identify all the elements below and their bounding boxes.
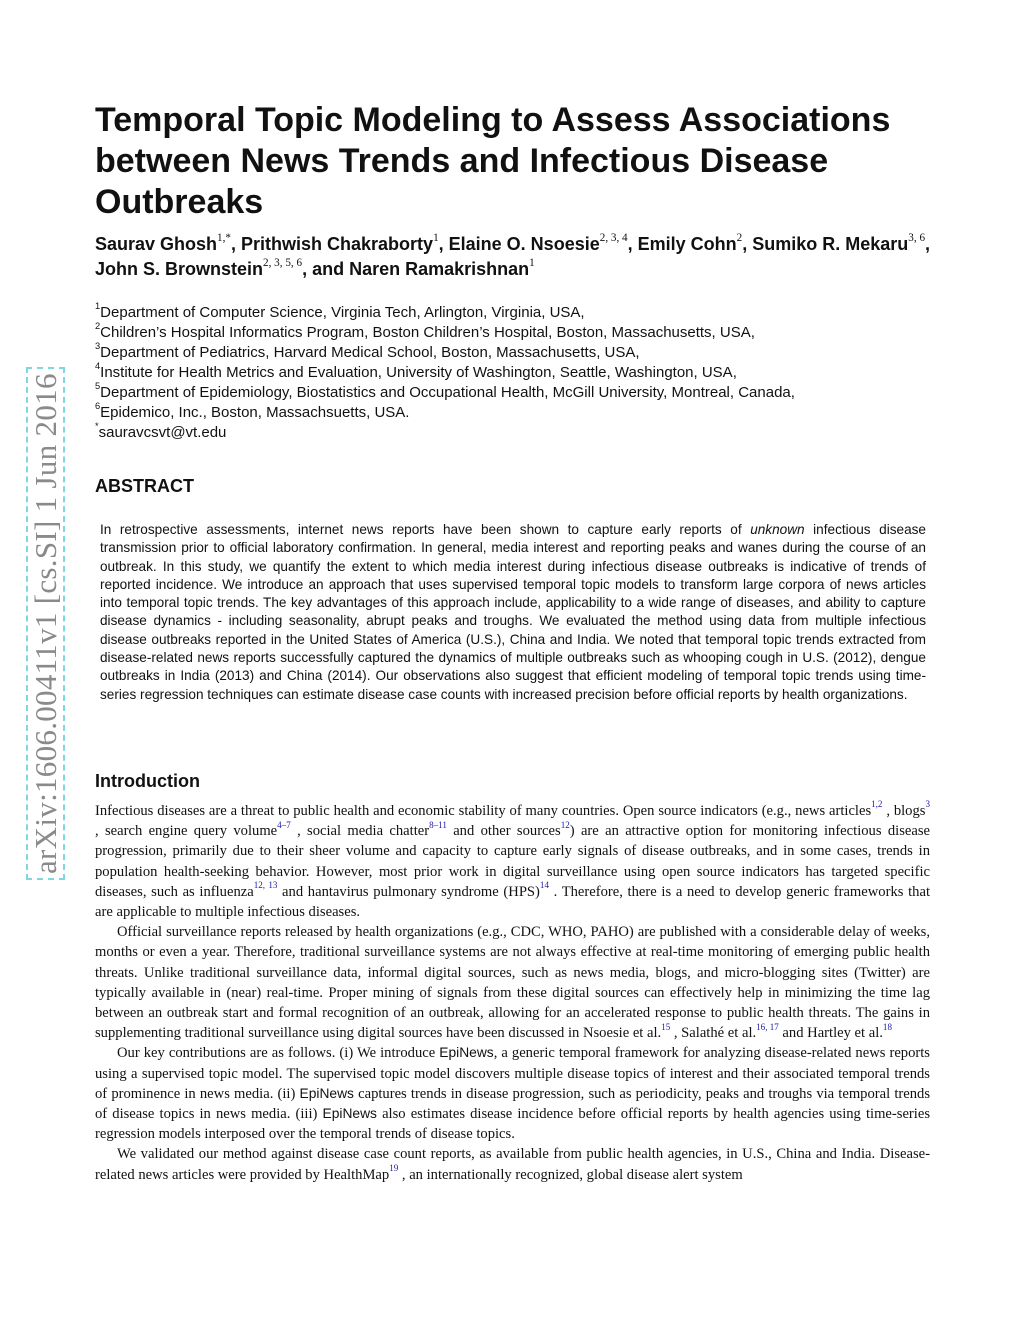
body-text: , a generic temporal framework for analyzing disease-related news reports using a supervised topic model. The supervised topic model discovers multiple disease topics of interest and their associated temporal trends of prominence in news media. (ii) [95, 1045, 930, 1102]
author-name: Prithwish Chakraborty [241, 234, 434, 254]
body-text: Our key contributions are as follows. (i) We introduce [117, 1045, 440, 1062]
affiliation-mark: 5 [95, 381, 101, 392]
author-list [95, 232, 935, 282]
citation-link[interactable]: 1,2 [871, 799, 883, 810]
body-text: , Salathé et al. [670, 1025, 757, 1042]
paragraph [95, 1043, 930, 1144]
separator: , and [302, 259, 350, 279]
abstract-body [100, 521, 926, 704]
affiliation-marker: 3, 6 [908, 231, 926, 244]
citation-link[interactable]: 12, 13 [253, 880, 278, 891]
email-text: sauravcsvt@vt.edu [98, 424, 227, 441]
system-name: EpiNews [322, 1106, 377, 1122]
affiliation-mark: * [95, 421, 99, 432]
body-text: also estimates disease incidence before official reports by health agencies using time-series regression models interposed over the temporal trends of disease topics. [95, 1106, 930, 1143]
citation-link[interactable]: 3 [925, 799, 930, 810]
body-text: ) are an attractive option for monitoring infectious disease progression, primarily due to their sheer volume and capacity to capture early signals of disease outbreaks, and in some cases, trends in population health-seeking behavior. However, most prior work in digital surveillance using open source indicators has targeted specific diseases, such as influenza [95, 823, 930, 900]
affiliation-item [95, 383, 935, 403]
affiliation-item [95, 403, 935, 423]
author-name: Naren Ramakrishnan [349, 259, 530, 279]
abstract-text: infectious disease transmission prior to official laboratory confirmation. In general, media interest and reporting peaks and wanes during the course of an outbreak. In this study, we quantify the extent to which media interest during infectious disease outbreaks is indicative of trends of reported incidence. We introduce an approach that uses supervised temporal topic models to transform large corpora of news articles into temporal topic trends. The key advantages of this approach include, applicability to a wide range of diseases, and ability to capture disease dynamics - including seasonality, abrupt peaks and troughs. We evaluated the method using data from multiple infectious disease outbreaks reported in the United States of America (U.S.), China and India. We noted that temporal topic trends extracted from disease-related news reports successfully captured the dynamics of multiple outbreaks such as whooping cough in U.S. (2012), dengue outbreaks in India (2013) and China (2014). Our observations also suggest that efficient modeling of temporal topic trends using time-series regression techniques can estimate disease case counts with increased precision before official reports by health organizations. [100, 522, 926, 702]
body-text: We validated our method against disease case count reports, as available from public health agencies, in U.S., China and India. Disease-related news articles were provided by HealthMap [95, 1146, 930, 1183]
body-text: captures trends in disease progression, such as periodicity, peaks and troughs via temporal trends of disease topics in news media. (iii) [95, 1085, 930, 1123]
affiliation-list [95, 303, 935, 443]
paragraph [95, 1144, 930, 1184]
abstract-heading: ABSTRACT [95, 476, 194, 496]
abstract-emphasis: unknown [750, 522, 805, 537]
introduction-heading: Introduction [95, 771, 200, 791]
affiliation-text: Department of Epidemiology, Biostatistics and Occupational Health, McGill University, Montreal, Canada, [100, 384, 795, 401]
citation-link[interactable]: 8–11 [429, 819, 447, 830]
affiliation-text: Department of Computer Science, Virginia Tech, Arlington, Virginia, USA, [100, 304, 585, 321]
body-text: . Therefore, there is a need to develop generic frameworks that are applicable to multiple infectious diseases. [95, 883, 930, 921]
affiliation-mark: 4 [95, 361, 101, 372]
affiliation-marker: 2, 3, 4 [599, 231, 628, 244]
separator: , [925, 234, 931, 254]
affiliation-marker: 1 [433, 231, 439, 244]
introduction-body [95, 801, 930, 1185]
separator: , [627, 234, 638, 254]
body-text: , social media chatter [290, 823, 430, 840]
paragraph [95, 801, 930, 922]
affiliation-mark: 1 [95, 301, 101, 312]
abstract-text: In retrospective assessments, internet news reports have been shown to capture early reports of [100, 522, 751, 537]
separator: , [438, 234, 449, 254]
affiliation-mark: 2 [95, 321, 101, 332]
arxiv-identifier: arXiv:1606.00411v1 [cs.SI] 1 Jun 2016 [28, 330, 64, 880]
affiliation-item [95, 343, 935, 363]
separator: , [742, 234, 753, 254]
affiliation-marker: 2, 3, 5, 6 [263, 256, 303, 269]
affiliation-item [95, 303, 935, 323]
affiliation-text: Epidemico, Inc., Boston, Massachsuetts, USA. [100, 404, 410, 421]
author-name: John S. Brownstein [95, 259, 264, 279]
affiliation-text: Children’s Hospital Informatics Program, Boston Children’s Hospital, Boston, Massachusetts, USA, [100, 324, 755, 341]
citation-link[interactable]: 19 [389, 1163, 399, 1173]
citation-link[interactable]: 18 [882, 1021, 892, 1032]
citation-link[interactable]: 15 [661, 1021, 671, 1032]
affiliation-marker: 1,* [217, 231, 231, 244]
affiliation-mark: 6 [95, 401, 101, 412]
citation-link[interactable]: 12 [560, 819, 570, 830]
paper-title: Temporal Topic Modeling to Assess Associations between News Trends and Infectious Disease Outbreaks [95, 101, 891, 221]
author-name: Emily Cohn [637, 234, 737, 254]
body-text: Infectious diseases are a threat to public health and economic stability of many countries. Open source indicators (e.g., news articles [95, 803, 872, 819]
affiliation-marker: 1 [529, 256, 535, 269]
body-text: and other sources [446, 823, 561, 840]
body-text: Official surveillance reports released by health organizations (e.g., CDC, WHO, PAHO) are published with a considerable delay of weeks, months or even a year. Therefore, traditional surveillance systems are not always effective at real-time monitoring of emerging public health threats. Unlike traditional surveillance data, informal digital sources, such as news media, blogs, and micro-blogging sites (Twitter) are typically available in (near) real-time. Proper mining of signals from these digital sources can effectively help in minimizing the time lag between an outbreak start and formal recognition of an outbreak, allowing for an accelerated response to public health threats. The gains in supplementing traditional surveillance using digital sources have been discussed in Nsoesie et al. [95, 924, 930, 1042]
body-text: and hantavirus pulmonary syndrome (HPS) [277, 883, 540, 900]
separator: , [231, 234, 242, 254]
citation-link[interactable]: 4–7 [277, 819, 291, 830]
system-name: EpiNews [439, 1045, 494, 1061]
affiliation-mark: 3 [95, 341, 101, 352]
author-name: Elaine O. Nsoesie [448, 234, 600, 254]
author-name: Saurav Ghosh [95, 234, 218, 254]
paragraph [95, 922, 930, 1043]
body-text: , search engine query volume [95, 823, 278, 840]
affiliation-item [95, 323, 935, 343]
corresponding-email[interactable] [95, 423, 935, 443]
author-name: Sumiko R. Mekaru [752, 234, 909, 254]
affiliation-item [95, 363, 935, 383]
system-name: EpiNews [299, 1085, 354, 1101]
affiliation-marker: 2 [736, 231, 743, 244]
affiliation-text: Institute for Health Metrics and Evaluation, University of Washington, Seattle, Washington, USA, [100, 364, 737, 381]
body-text: , an internationally recognized, global disease alert system [398, 1166, 743, 1183]
affiliation-text: Department of Pediatrics, Harvard Medical School, Boston, Massachusetts, USA, [100, 344, 640, 361]
citation-link[interactable]: 16, 17 [756, 1021, 779, 1032]
body-text: and Hartley et al. [778, 1025, 883, 1042]
body-text: , blogs [882, 803, 926, 819]
citation-link[interactable]: 14 [539, 880, 549, 891]
